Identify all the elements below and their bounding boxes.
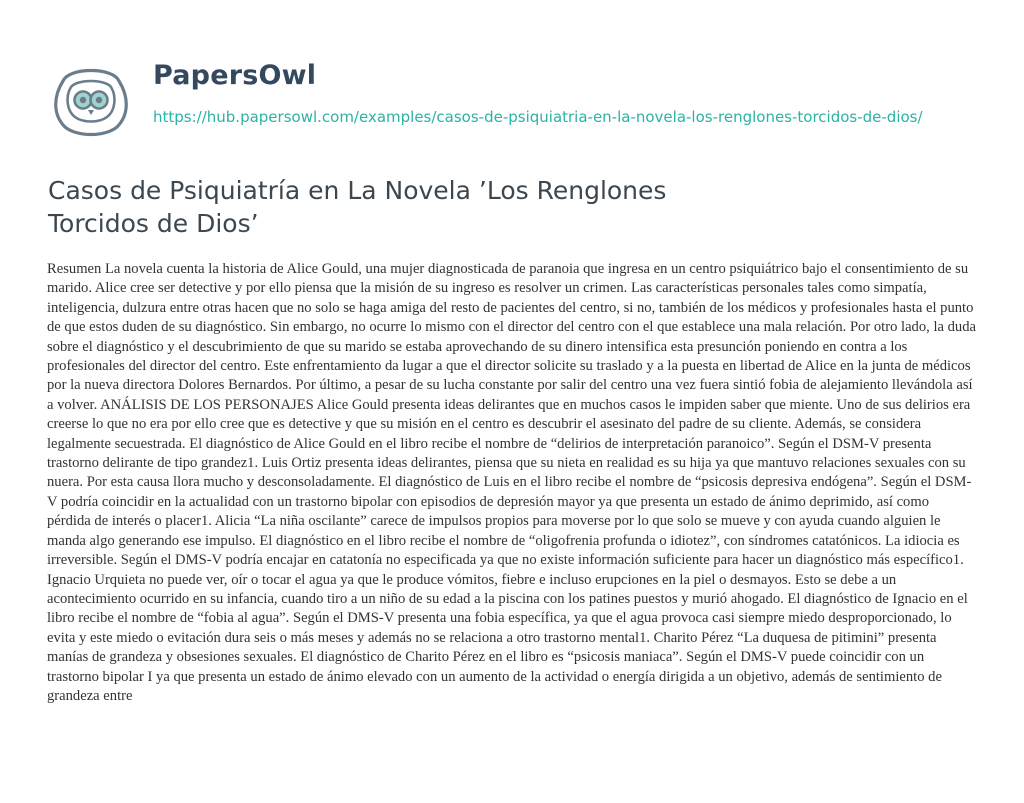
page-title: Casos de Psiquiatría en La Novela ’Los Renglones Torcidos de Dios’ <box>48 176 667 238</box>
article-body: Resumen La novela cuenta la historia de Alice Gould, una mujer diagnosticada de paranoia que ingresa en un centro psiquiátrico bajo el consentimiento de su marido. Alice cree ser detective y por ello piensa que la misión de su ingreso es resolver un crimen. Las características personales tales como simpatía, inteligencia, dulzura entre otras hacen que no solo se haga amiga del resto de pacientes del centro, si no, también de los médicos y profesionales hasta el punto de que estos duden de su diagnóstico. Sin embargo, no ocurre lo mismo con el director del centro con el que establece una mala relación. Por otro lado, la duda sobre el diagnóstico y el descubrimiento de que su marido se estaba aprovechando de su dinero intensifica esta presunción poniendo en contra a los profesionales del director del centro. Este enfrentamiento da lugar a que el director solicite su traslado y a la puesta en libertad de Alice en la junta de médicos por la nueva directora Dolores Bernardos. Por último, a pesar de su lucha constante por salir del centro una vez fuera sintió fobia de alejamiento llevándola así a volver. ANÁLISIS DE LOS PERSONAJES Alice Gould presenta ideas delirantes que en muchos casos le impiden saber que miente. Uno de sus delirios era creerse lo que no era por ello cree que es detective y que su misión en el centro es descubrir el asesinato del padre de su cliente. Además, se considera legalmente secuestrada. El diagnóstico de Alice Gould en el libro recibe el nombre de “delirios de interpretación paranoico”. Según el DSM-V presenta trastorno delirante de tipo grandez1. Luis Ortiz presenta ideas delirantes, piensa que su nieta en realidad es su hija ya que mantuvo relaciones sexuales con su nuera. Por esta causa llora mucho y desconsoladamente. El diagnóstico de Luis en el libro recibe el nombre de “psicosis depresiva endógena”. Según el DSM-V podría coincidir en la actualidad con un trastorno bipolar con episodios de depresión mayor ya que presenta un estado de ánimo deprimido, así como pérdida de interés o placer1. Alicia “La niña oscilante” carece de impulsos propios para moverse por lo que solo se mueve y con ayuda cuando alguien le manda algo generando ese impulso. El diagnóstico en el libro recibe el nombre de “oligofrenia profunda o idiotez”, con síndromes catatónicos. La idiocia es irreversible. Según el DMS-V podría encajar en catatonía no especificada ya que no existe información suficiente para hacer un diagnóstico más específico1. Ignacio Urquieta no puede ver, oír o tocar el agua ya que le produce vómitos, fiebre e incluso erupciones en la piel o desmayos. Esto se debe a un acontecimiento ocurrido en su infancia, cuando tiro a un niño de su edad a la piscina con los patines puestos y murió ahogado. El diagnóstico de Ignacio en el libro recibe el nombre de “fobia al agua”. Según el DMS-V presenta una fobia específica, ya que el agua provoca casi siempre miedo desproporcionado, lo evita y este miedo o evitación dura seis o más meses y además no se relaciona a otro trastorno mental1. Charito Pérez “La duquesa de pitimini” presenta manías de grandeza y obsesiones sexuales. El diagnóstico de Charito Pérez en el libro es “psicosis maniaca”. Según el DMS-V puede coincidir con un trastorno bipolar I ya que presenta un estado de ánimo elevado con un aumento de la actividad o energía dirigida a un objetivo, además de sentimiento de grandeza entre <box>47 261 976 704</box>
source-url-link[interactable]: https://hub.papersowl.com/examples/casos-de-psiquiatria-en-la-novela-los-renglones-torcidos-de-dios/ <box>153 108 923 126</box>
owl-logo-icon <box>49 57 133 141</box>
brand-name: PapersOwl <box>153 60 317 91</box>
